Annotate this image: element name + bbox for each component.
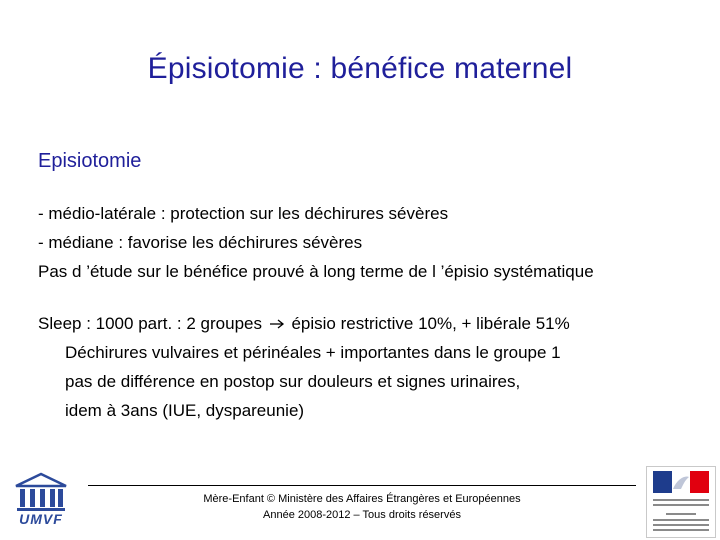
logo-text-line [653, 529, 709, 531]
content-block-2 [38, 309, 570, 425]
footer-line-2: Année 2008-2012 – Tous droits réservés [263, 509, 461, 521]
footer-line-1: Mère-Enfant © Ministère des Affaires Étrangères et Européennes [203, 493, 521, 505]
umvf-logo-text: UMVF [19, 511, 63, 527]
logo-text-line [653, 504, 709, 506]
text-line: idem à 3ans (IUE, dyspareunie) [65, 401, 305, 420]
text-line: Déchirures vulvaires et périnéales + importantes dans le groupe 1 [65, 343, 561, 362]
sleep-line [38, 309, 570, 338]
content-block-1 [38, 199, 594, 286]
french-flag-icon [653, 471, 709, 493]
text-line: pas de différence en postop sur douleurs et signes urinaires, [65, 372, 521, 391]
logo-text-line [666, 513, 696, 515]
logo-text-line [653, 524, 709, 526]
slide-title: Épisiotomie : bénéfice maternel [147, 52, 573, 85]
section-heading: Episiotomie [38, 150, 142, 172]
footer-divider [88, 485, 636, 486]
text-line: Pas d ’étude sur le bénéfice prouvé à long terme de l ’épisio systématique [38, 262, 594, 281]
logo-text-line [653, 499, 709, 501]
logo-text-line [653, 519, 709, 521]
sleep-line-start: Sleep : 1000 part. : 2 groupes [38, 314, 262, 333]
republique-francaise-logo-icon [646, 466, 716, 538]
arrow-right-icon [269, 309, 285, 338]
sleep-line-end: épisio restrictive 10%, + libérale 51% [291, 314, 570, 333]
footer [88, 491, 636, 523]
text-line: - médiane : favorise les déchirures sévères [38, 233, 363, 252]
text-line: - médio-latérale : protection sur les déchirures sévères [38, 204, 449, 223]
